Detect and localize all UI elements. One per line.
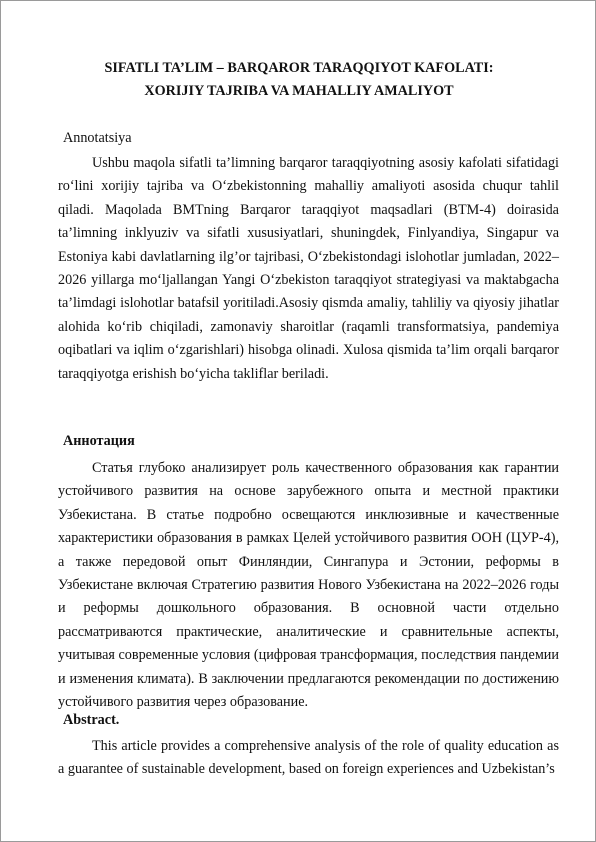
en-abstract-heading: Abstract. <box>63 712 120 728</box>
title-line-1: SIFATLI TA’LIM – BARQAROR TARAQQIYOT KAFOLATI: <box>104 60 494 76</box>
uz-annotation-text: Ushbu maqola sifatli ta’limning barqaror taraqqiyotning asosiy kafolati sifatidagi ro‘lini xorijiy tajriba va O‘zbekistonning mahalliy amaliyoti asosida chuqur tahlil qiladi. Maqolada BMTning Barqaror taraqqiyot maqsadlari (BTM-4) doirasida ta’limning inklyuziv va sifatli xususiyatlari, shuningdek, Finlyandiya, Singapur va Estoniya kabi davlatlarning ilg’or tajribasi, O‘zbekistondagi islohotlar jumladan, 2022–2026 yillarga mo‘ljallangan Yangi O‘zbekiston taraqqiyot strategiyasi va maktabgacha ta’limdagi islohotlar batafsil yoritiladi.Asosiy qismda amaliy, tahliliy va qiyosiy jihatlar alohida ko‘rib chiqiladi, zamonaviy sharoitlar (raqamli transformatsiya, pandemiya oqibatlari va iqlim o‘zgarishlari) hisobga olinadi. Xulosa qismida ta’lim orqali barqaror taraqqiyotga erishish bo‘yicha takliflar beriladi. <box>58 155 559 382</box>
ru-annotation-heading: Аннотация <box>63 433 135 449</box>
title-line-2: XORIJIY TAJRIBA VA MAHALLIY AMALIYOT <box>144 83 454 99</box>
uz-annotation-heading: Annotatsiya <box>63 130 132 146</box>
ru-annotation-text: Статья глубоко анализирует роль качественного образования как гарантии устойчивого развития на основе зарубежного опыта и местной практики Узбекистана. В статье подробно освещаются инклюзивные и качественные характеристики образования в рамках Целей устойчивого развития ООН (ЦУР-4), а также передовой опыт Финляндии, Сингапура и Эстонии, реформы в Узбекистане включая Стратегию развития Нового Узбекистана на 2022–2026 годы и реформы дошкольного образования. В основной части отдельно рассматриваются практические, аналитические и сравнительные аспекты, учитывая современные условия (цифровая трансформация, последствия пандемии и изменения климата). В заключении предлагаются рекомендации по достижению устойчивого развития через образование. <box>58 460 559 711</box>
en-abstract-text: This article provides a comprehensive analysis of the role of quality education as a guarantee of sustainable development, based on foreign experiences and Uzbekistan’s <box>58 738 559 778</box>
